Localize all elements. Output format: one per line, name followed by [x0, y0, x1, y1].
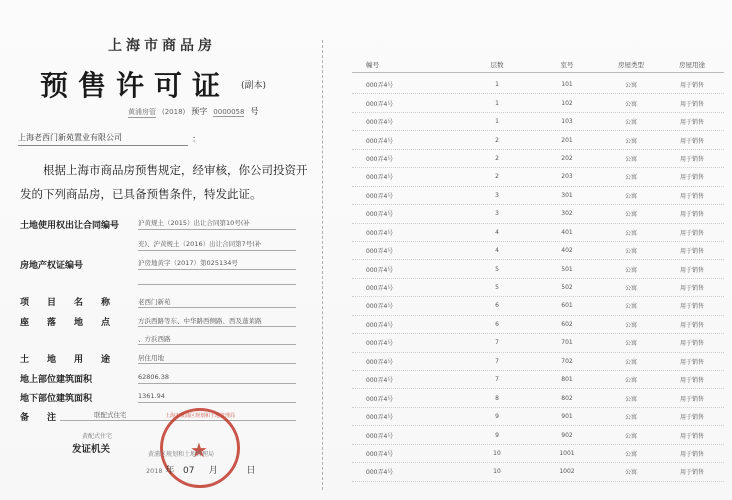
cell-type: 公寓 — [624, 358, 637, 366]
cell-floor: 10 — [493, 468, 501, 476]
field-value-remarks: 联配式住宅 — [94, 411, 127, 419]
cell-room: 901 — [561, 413, 573, 421]
table-row — [352, 297, 724, 315]
cell-building: 000弄4号 — [366, 358, 394, 366]
cell-use: 用于销售 — [679, 414, 704, 422]
number-word: 预字 — [191, 107, 208, 116]
cell-floor: 1 — [495, 99, 499, 107]
field-value-land-contract-1: 沪黄规土（2015）出让合同第10号(补 — [138, 219, 250, 227]
cell-building: 000弄4号 — [366, 174, 394, 182]
cell-floor: 5 — [495, 284, 499, 292]
field-label-land-use: 土 地 用 途 — [20, 355, 111, 365]
table-row — [352, 205, 724, 223]
field-value-above-ground-area: 62806.38 — [138, 373, 170, 381]
header-type: 房屋类型 — [618, 60, 644, 69]
header-use: 房屋用途 — [679, 60, 705, 69]
cell-type: 公寓 — [624, 450, 637, 458]
unit-table — [352, 58, 724, 482]
cell-room: 203 — [561, 173, 573, 181]
underline — [138, 229, 296, 230]
cell-room: 501 — [561, 265, 573, 273]
cell-floor: 3 — [495, 210, 499, 218]
cell-room: 602 — [561, 320, 573, 328]
cell-building: 000弄4号 — [366, 248, 394, 256]
cell-floor: 7 — [495, 339, 499, 347]
cell-use: 用于销售 — [679, 340, 704, 348]
cell-type: 公寓 — [624, 285, 637, 293]
table-row — [352, 260, 724, 278]
cell-building: 000弄4号 — [366, 450, 394, 458]
cell-type: 公寓 — [624, 174, 637, 182]
issuer-name: 黄浦区规划和土地管理局 — [148, 451, 215, 458]
underline — [138, 363, 296, 364]
cell-use: 用于销售 — [679, 119, 704, 127]
cell-building: 000弄4号 — [366, 432, 394, 440]
cell-floor: 5 — [495, 265, 499, 273]
table-row — [352, 316, 724, 334]
cell-type: 公寓 — [624, 211, 637, 219]
field-value-land-contract-2: 充)、沪黄规土（2016）出让合同第7号(补 — [138, 240, 262, 248]
cell-type: 公寓 — [624, 229, 637, 237]
cell-use: 用于销售 — [679, 395, 704, 403]
certificate-body — [20, 158, 312, 206]
cell-floor: 7 — [495, 376, 499, 384]
table-row — [352, 168, 724, 186]
seal-star-icon: ★ — [190, 438, 208, 462]
cell-floor: 7 — [495, 357, 499, 365]
cell-building: 000弄4号 — [366, 211, 394, 219]
cell-use: 用于销售 — [679, 229, 704, 237]
cell-room: 1002 — [559, 468, 575, 476]
cell-type: 公寓 — [624, 469, 637, 477]
underline — [138, 326, 296, 327]
cell-room: 1001 — [559, 449, 575, 457]
cell-room: 202 — [561, 154, 573, 162]
field-value-project-name: 老西门新苑 — [138, 298, 171, 306]
cell-floor: 4 — [495, 247, 499, 255]
cell-use: 用于销售 — [679, 174, 704, 182]
table-row — [352, 94, 724, 112]
cell-floor: 2 — [495, 136, 499, 144]
table-row — [352, 463, 724, 481]
cell-building: 000弄4号 — [366, 266, 394, 274]
number-serial: 0000058 — [213, 108, 245, 116]
cell-building: 000弄4号 — [366, 303, 394, 311]
issuer-label: 发证机关 — [72, 444, 111, 455]
table-row — [352, 371, 724, 389]
cell-floor: 6 — [495, 320, 499, 328]
cell-room: 302 — [561, 210, 573, 218]
cell-use: 用于销售 — [679, 155, 704, 163]
header-room: 室号 — [560, 60, 574, 69]
date-month: 07 — [183, 466, 195, 476]
presale-certificate — [0, 0, 318, 500]
cell-use: 用于销售 — [679, 432, 704, 440]
table-row — [352, 242, 724, 260]
copy-mark: (副本) — [241, 81, 267, 91]
cell-room: 702 — [561, 357, 573, 365]
table-header — [352, 58, 724, 70]
cell-room: 101 — [561, 81, 573, 89]
cell-room: 502 — [561, 284, 573, 292]
cell-use: 用于销售 — [679, 137, 704, 145]
cell-use: 用于销售 — [679, 248, 704, 256]
cell-type: 公寓 — [624, 100, 637, 108]
underline — [138, 344, 296, 345]
cell-type: 公寓 — [624, 192, 637, 200]
field-value-land-use: 居住用地 — [138, 354, 164, 362]
header-rule — [352, 72, 724, 73]
cell-use: 用于销售 — [679, 450, 704, 458]
field-label-underground-area: 地下部位建筑面积 — [20, 394, 93, 404]
cell-building: 000弄4号 — [366, 414, 394, 422]
certificate-number — [128, 106, 258, 118]
cell-room: 103 — [561, 118, 573, 126]
cell-floor: 2 — [495, 154, 499, 162]
cell-room: 102 — [561, 99, 573, 107]
cell-type: 公寓 — [624, 395, 637, 403]
cell-type: 公寓 — [624, 321, 637, 329]
cell-type: 公寓 — [624, 155, 637, 163]
table-row — [352, 224, 724, 242]
table-row — [352, 113, 724, 131]
table-row — [352, 150, 724, 168]
cell-building: 000弄4号 — [366, 285, 394, 293]
cell-use: 用于销售 — [679, 469, 704, 477]
cell-room: 802 — [561, 394, 573, 402]
cell-type: 公寓 — [624, 340, 637, 348]
cell-floor: 3 — [495, 191, 499, 199]
header-floor: 层数 — [490, 60, 504, 69]
cell-room: 601 — [561, 302, 573, 310]
cell-use: 用于销售 — [679, 82, 704, 90]
cell-floor: 10 — [493, 449, 501, 457]
cell-room: 902 — [561, 431, 573, 439]
field-label-above-ground-area: 地上部位建筑面积 — [20, 375, 93, 385]
underline — [138, 269, 296, 270]
page-fold-divider — [322, 40, 323, 490]
date-year-char: 年 — [165, 466, 175, 476]
cell-building: 000弄4号 — [366, 100, 394, 108]
certificate-city-title: 上海市商品房 — [108, 38, 216, 54]
header-building: 幢号 — [366, 60, 379, 69]
cell-type: 公寓 — [624, 303, 637, 311]
holder-colon: ： — [192, 135, 202, 145]
underline — [138, 250, 296, 251]
cell-use: 用于销售 — [679, 211, 704, 219]
table-row — [352, 408, 724, 426]
cell-building: 000弄4号 — [366, 229, 394, 237]
cell-building: 000弄4号 — [366, 119, 394, 127]
cell-type: 公寓 — [624, 137, 637, 145]
table-row — [352, 131, 724, 149]
field-value-location-2: 、方浜西路 — [138, 335, 171, 343]
cell-room: 701 — [561, 339, 573, 347]
cell-building: 000弄4号 — [366, 377, 394, 385]
cell-floor: 2 — [495, 173, 499, 181]
field-label-project-name: 项 目 名 称 — [20, 298, 111, 308]
field-label-land-contract: 土地使用权出让合同编号 — [20, 221, 120, 231]
field-label-property-cert: 房地产权证编号 — [20, 261, 84, 271]
issue-date — [146, 463, 255, 476]
cell-floor: 8 — [495, 394, 499, 402]
underline — [138, 402, 296, 403]
cell-use: 用于销售 — [679, 100, 704, 108]
certificate-holder: 上海老西门新苑置业有限公司 — [18, 132, 188, 146]
table-row — [352, 353, 724, 371]
date-day-char: 日 — [246, 466, 256, 476]
cell-floor: 4 — [495, 228, 499, 236]
cell-type: 公寓 — [624, 119, 637, 127]
cell-building: 000弄4号 — [366, 155, 394, 163]
cell-floor: 1 — [495, 81, 499, 89]
table-row — [352, 445, 724, 463]
certificate-body-text: 根据上海市商品房预售规定，经审核，你公司投资开发的下列商品房，已具备预售条件，特发此证。 — [20, 163, 308, 201]
table-row — [352, 279, 724, 297]
cell-type: 公寓 — [624, 248, 637, 256]
table-row — [352, 187, 724, 205]
cell-building: 000弄4号 — [366, 395, 394, 403]
cell-building: 000弄4号 — [366, 321, 394, 329]
underline — [138, 383, 296, 384]
table-row — [352, 334, 724, 352]
cell-use: 用于销售 — [679, 285, 704, 293]
number-issuer-prefix: 黄浦房管 — [128, 108, 156, 116]
table-row — [352, 426, 724, 444]
cell-type: 公寓 — [624, 82, 637, 90]
cell-room: 801 — [561, 376, 573, 384]
cell-building: 000弄4号 — [366, 137, 394, 145]
date-month-char: 月 — [208, 466, 218, 476]
cell-type: 公寓 — [624, 414, 637, 422]
cell-floor: 9 — [495, 431, 499, 439]
issuer-note: 黄配式住宅 — [82, 433, 113, 440]
cell-room: 401 — [561, 228, 573, 236]
underline — [138, 307, 296, 308]
cell-use: 用于销售 — [679, 303, 704, 311]
underline — [138, 284, 296, 285]
number-suffix: 号 — [250, 107, 259, 116]
cell-use: 用于销售 — [679, 377, 704, 385]
cell-building: 000弄4号 — [366, 340, 394, 348]
field-value-location-1: 方浜西路等东、中华路西侧路、西及蓬莱路 — [138, 317, 262, 325]
cell-room: 201 — [561, 136, 573, 144]
date-year: 2018 — [146, 467, 163, 475]
cell-floor: 1 — [495, 118, 499, 126]
cell-building: 000弄4号 — [366, 192, 394, 200]
seal-text: 上海市黄浦区规划和土地管理局 — [164, 413, 235, 419]
cell-building: 000弄4号 — [366, 469, 394, 477]
field-label-remarks: 备 注 — [20, 413, 57, 423]
table-body — [352, 76, 724, 482]
number-year: (2018) — [162, 108, 186, 116]
cell-use: 用于销售 — [679, 192, 704, 200]
table-row — [352, 389, 724, 407]
cell-use: 用于销售 — [679, 321, 704, 329]
cell-floor: 9 — [495, 413, 499, 421]
table-row — [352, 76, 724, 94]
cell-room: 402 — [561, 247, 573, 255]
cell-type: 公寓 — [624, 377, 637, 385]
cell-use: 用于销售 — [679, 266, 704, 274]
cell-floor: 6 — [495, 302, 499, 310]
cell-use: 用于销售 — [679, 358, 704, 366]
cell-room: 301 — [561, 191, 573, 199]
field-label-location: 座 落 地 点 — [20, 318, 111, 328]
cell-type: 公寓 — [624, 432, 637, 440]
certificate-title: 预售许可证 — [40, 69, 231, 102]
field-value-underground-area: 1361.94 — [138, 392, 165, 400]
field-value-property-cert: 沪房地黄字（2017）第025134号 — [138, 259, 238, 267]
cell-type: 公寓 — [624, 266, 637, 274]
cell-building: 000弄4号 — [366, 82, 394, 90]
